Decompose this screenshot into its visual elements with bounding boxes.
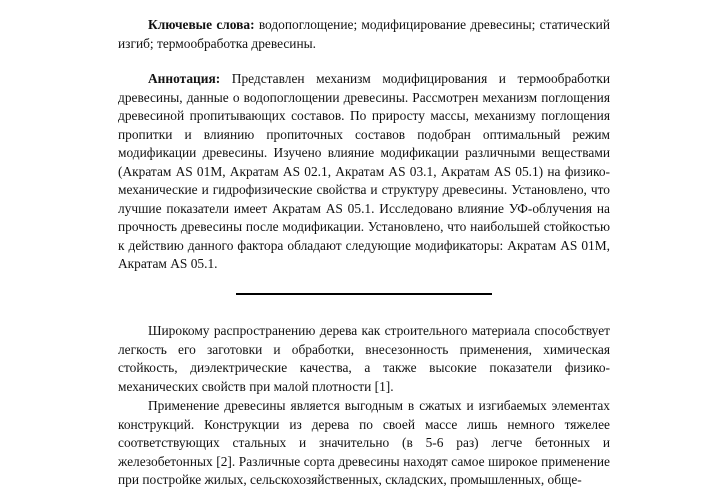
abstract-label: Аннотация: xyxy=(148,71,221,86)
abstract-paragraph xyxy=(118,70,610,274)
body-paragraph-1 xyxy=(118,322,610,396)
keywords-paragraph xyxy=(118,16,610,53)
body-paragraph-2-text: Применение древесины является выгодным в сжатых и изгибаемых элементах конструкций. Конструкции из дерева по своей массе лишь немного тяжелее соответствующих стальных и значительно (в 5-6 раз) легче бетонных и железобетонных [2]. Различные сорта древесины находят самое широкое применение при постройке жилых, сельскохозяйственных, складских, промышленных, обще- xyxy=(118,398,610,487)
body-paragraph-1-text: Широкому распространению дерева как строительного материала способствует легкость его заготовки и обработки, внесезонность применения, химическая стойкость, диэлектрические качества, а также высокие показатели физико-механических свойств при малой плотности [1]. xyxy=(118,323,610,394)
abstract-text: Представлен механизм модифицирования и термообработки древесины, данные о водопоглощении древесины. Рассмотрен механизм поглощения древесиной пропитывающих составов. По приросту массы, механизму поглощения пропитки и влиянию пропиточных составов подобран оптимальный режим модификации древесины. Изучено влияние модификации различными веществами (Акратам AS 01M, Акратам AS 02.1, Акратам AS 03.1, Акратам AS 05.1) на физико-механические и гидрофизические свойства и структуру древесины. Установлено, что лучшие показатели имеет Акратам AS 05.1. Исследовано влияние УФ-облучения на прочность древесины после модификации. Установлено, что наибольшей стойкостью к действию данного фактора обладают следующие модификаторы: Акратам AS 01M, Акратам AS 05.1. xyxy=(118,71,610,271)
section-divider-rule xyxy=(236,293,492,295)
body-paragraph-2 xyxy=(118,397,610,490)
paper-page xyxy=(118,0,610,487)
keywords-text: водопоглощение; модифицирование древесины; статический изгиб; термообработка древесины. xyxy=(118,17,610,51)
keywords-label: Ключевые слова: xyxy=(148,17,255,32)
